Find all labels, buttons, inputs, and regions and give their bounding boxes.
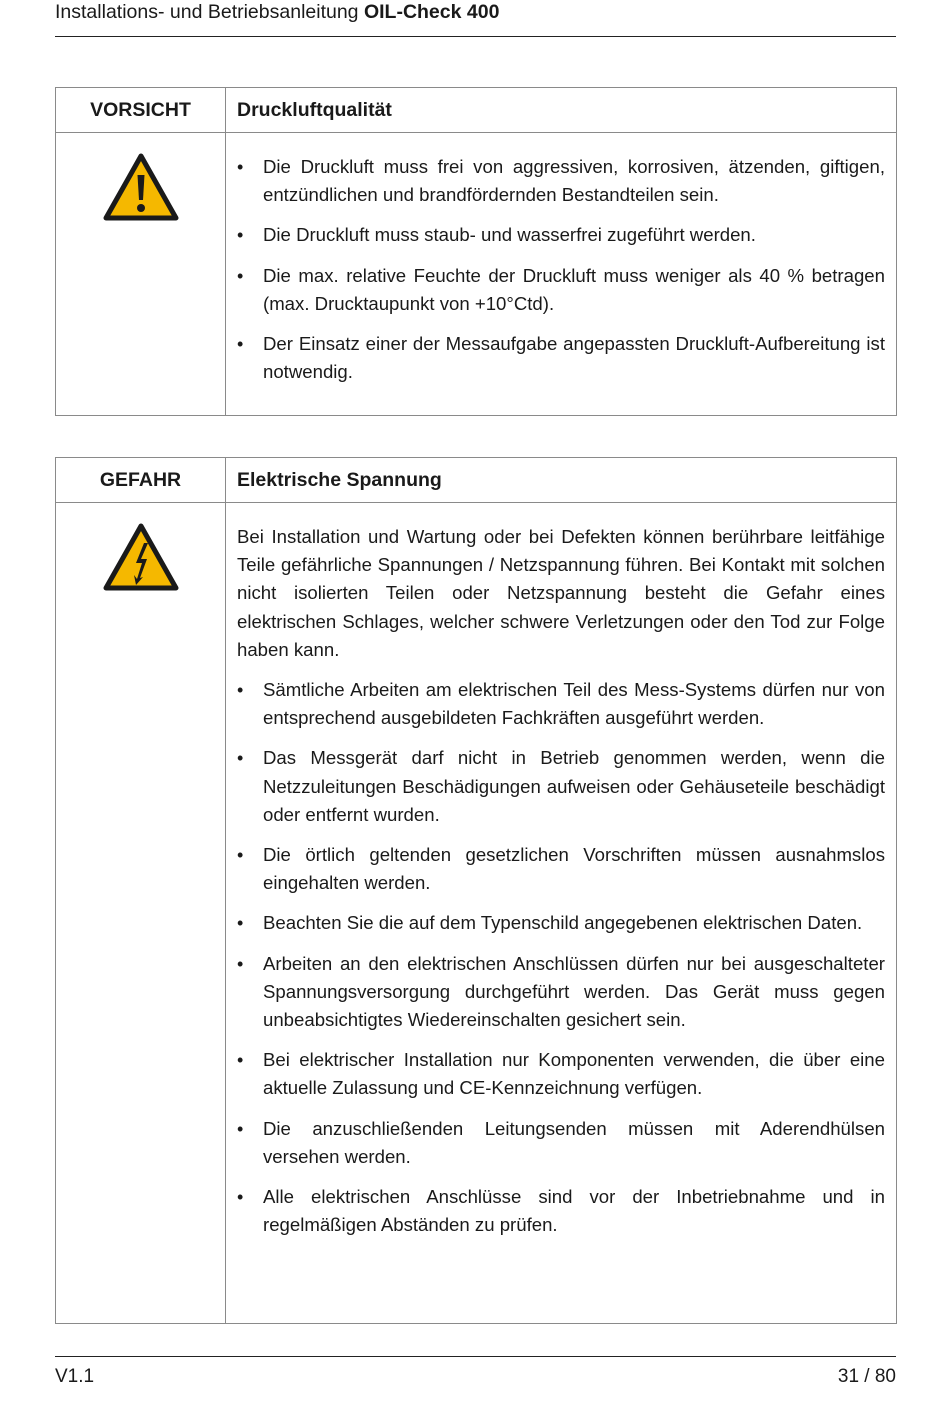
high-voltage-icon [103, 523, 179, 591]
notice-icon-cell [56, 133, 226, 416]
notice-icon-cell [56, 503, 226, 1324]
list-item: • Das Messgerät darf nicht in Betrieb genommen werden, wenn die Netzzuleitungen Beschädigungen aufweisen oder Gehäuseteile beschädigt oder entfernt wurden. [237, 744, 885, 829]
notice-caution-compressed-air [55, 87, 897, 416]
list-item: • Die Druckluft muss staub- und wasserfrei zugeführt werden. [237, 221, 885, 249]
page-header [55, 0, 896, 37]
notice-body [226, 133, 897, 416]
page-footer [55, 1356, 896, 1388]
notice-bullet-list [237, 676, 885, 1239]
document-version: V1.1 [55, 1366, 95, 1387]
page-number: 31 / 80 [837, 1366, 896, 1387]
list-item: • Beachten Sie die auf dem Typenschild angegebenen elektrischen Daten. [237, 909, 885, 937]
list-item: • Bei elektrischer Installation nur Komponenten verwenden, die über eine aktuelle Zulassung und CE-Kennzeichnung verfügen. [237, 1046, 885, 1102]
notice-label: VORSICHT [56, 88, 226, 133]
list-item: • Die Druckluft muss frei von aggressiven, korrosiven, ätzenden, giftigen, entzündlichen und brandfördernden Bestandteilen sein. [237, 153, 885, 209]
header-product-name: OIL-Check 400 [363, 1, 500, 23]
notice-paragraph: Bei Installation und Wartung oder bei Defekten können berührbare leitfähige Teile gefährliche Spannungen / Netzspannung führen. Bei Kontakt mit solchen nicht isolierten Teilen oder Netzspannung besteht die Gefahr eines elektrischen Schlages, welcher schwere Verletzungen oder den Tod zur Folge haben kann. [237, 526, 885, 660]
list-item: • Der Einsatz einer der Messaufgabe angepassten Druckluft-Aufbereitung ist notwendig. [237, 330, 885, 386]
list-item: • Sämtliche Arbeiten am elektrischen Teil des Mess-Systems dürfen nur von entsprechend ausgebildeten Fachkräften ausgeführt werden. [237, 676, 885, 732]
header-title: Installations- und Betriebsanleitung [55, 1, 364, 23]
notice-title: Druckluftqualität [226, 88, 897, 133]
notice-bullet-list [237, 153, 885, 386]
list-item: • Alle elektrischen Anschlüsse sind vor der Inbetriebnahme und in regelmäßigen Abständen zu prüfen. [237, 1183, 885, 1239]
notice-danger-electrical-voltage [55, 457, 897, 1324]
list-item: • Die anzuschließenden Leitungsenden müssen mit Aderendhülsen versehen werden. [237, 1115, 885, 1171]
list-item: • Arbeiten an den elektrischen Anschlüssen dürfen nur bei ausgeschalteter Spannungsversorgung durchgeführt werden. Das Gerät muss gegen unbeabsichtigtes Wiedereinschalten gesichert sein. [237, 950, 885, 1035]
notice-title: Elektrische Spannung [226, 458, 897, 503]
list-item: • Die max. relative Feuchte der Druckluft muss weniger als 40 % betragen (max. Drucktaupunkt von +10°Ctd). [237, 262, 885, 318]
list-item: • Die örtlich geltenden gesetzlichen Vorschriften müssen ausnahmslos eingehalten werden. [237, 841, 885, 897]
warning-exclamation-icon [103, 153, 179, 221]
notice-label: GEFAHR [56, 458, 226, 503]
notice-body [226, 503, 897, 1324]
